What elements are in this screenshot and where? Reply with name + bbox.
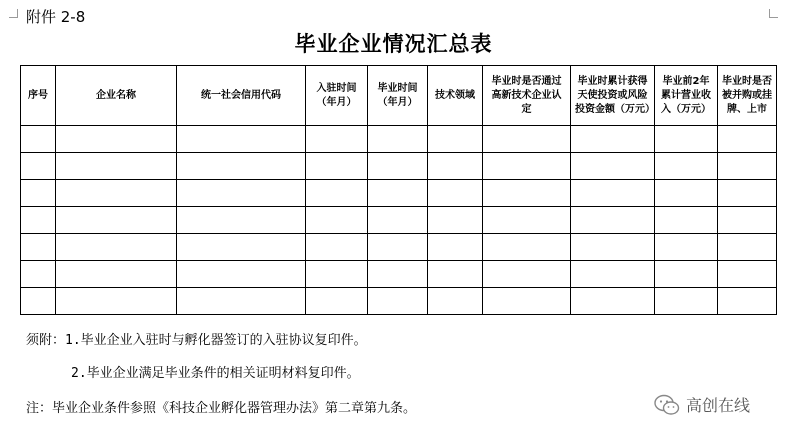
table-cell	[21, 126, 56, 153]
table-header-row	[21, 66, 777, 126]
table-cell	[306, 153, 368, 180]
watermark	[654, 393, 750, 416]
table-cell	[483, 288, 571, 315]
table-cell	[655, 234, 718, 261]
table-row	[21, 234, 777, 261]
table-cell	[483, 207, 571, 234]
table-cell	[177, 207, 306, 234]
table-cell	[21, 261, 56, 288]
table-cell	[655, 207, 718, 234]
table-cell	[56, 126, 177, 153]
note-line-1: 须附：1.毕业企业入驻时与孵化器签订的入驻协议复印件。	[26, 333, 367, 348]
table-cell	[21, 234, 56, 261]
table-cell	[177, 261, 306, 288]
table-cell	[177, 180, 306, 207]
header-graduation-time: 毕业时间（年月）	[368, 66, 428, 126]
table-cell	[368, 126, 428, 153]
table-cell	[655, 288, 718, 315]
table-cell	[177, 234, 306, 261]
table-cell	[21, 180, 56, 207]
table-cell	[571, 126, 655, 153]
header-acquired-listed: 毕业时是否被并购或挂牌、上市	[718, 66, 777, 126]
table-cell	[21, 288, 56, 315]
table-row	[21, 261, 777, 288]
header-company-name: 企业名称	[56, 66, 177, 126]
table-cell	[571, 180, 655, 207]
table-cell	[56, 261, 177, 288]
table-cell	[571, 153, 655, 180]
table-cell	[483, 153, 571, 180]
table-cell	[718, 288, 777, 315]
table-body	[21, 126, 777, 315]
header-credit-code: 统一社会信用代码	[177, 66, 306, 126]
table-cell	[368, 288, 428, 315]
table-cell	[428, 153, 483, 180]
page-corner-mark-right	[769, 9, 778, 18]
table-cell	[571, 261, 655, 288]
table-cell	[571, 234, 655, 261]
table-row	[21, 207, 777, 234]
table-cell	[306, 288, 368, 315]
watermark-text: 高创在线	[686, 396, 751, 415]
table-cell	[306, 207, 368, 234]
table-cell	[21, 153, 56, 180]
table-cell	[718, 126, 777, 153]
header-investment-amount: 毕业时累计获得天使投资或风险投资金额（万元）	[571, 66, 655, 126]
table-cell	[428, 126, 483, 153]
table-cell	[571, 207, 655, 234]
table-cell	[306, 234, 368, 261]
table-cell	[306, 180, 368, 207]
note-line-2: 2.毕业企业满足毕业条件的相关证明材料复印件。	[71, 366, 360, 381]
table-cell	[483, 261, 571, 288]
table-cell	[428, 234, 483, 261]
table-cell	[368, 207, 428, 234]
table-cell	[655, 126, 718, 153]
table-row	[21, 126, 777, 153]
table-row	[21, 153, 777, 180]
table-cell	[428, 207, 483, 234]
table-cell	[368, 180, 428, 207]
table-row	[21, 288, 777, 315]
table-cell	[306, 126, 368, 153]
table-cell	[368, 261, 428, 288]
attachment-label: 附件 2-8	[26, 8, 86, 26]
page-corner-mark-left	[9, 9, 18, 18]
table-cell	[571, 288, 655, 315]
table-cell	[655, 180, 718, 207]
table-cell	[56, 180, 177, 207]
table-cell	[428, 180, 483, 207]
table-row	[21, 180, 777, 207]
table-cell	[718, 153, 777, 180]
header-revenue: 毕业前2年累计营业收入（万元）	[655, 66, 718, 126]
header-entry-time: 入驻时间（年月）	[306, 66, 368, 126]
table-cell	[56, 153, 177, 180]
table-cell	[368, 153, 428, 180]
header-tech-field: 技术领域	[428, 66, 483, 126]
summary-table	[20, 65, 777, 315]
table-cell	[177, 126, 306, 153]
table-cell	[483, 180, 571, 207]
table-cell	[483, 234, 571, 261]
table-cell	[306, 261, 368, 288]
table-cell	[177, 153, 306, 180]
table-cell	[718, 207, 777, 234]
wechat-icon	[654, 394, 680, 416]
page-title: 毕业企业情况汇总表	[294, 31, 493, 56]
header-serial: 序号	[21, 66, 56, 126]
note-line-3: 注：毕业企业条件参照《科技企业孵化器管理办法》第二章第九条。	[26, 401, 417, 416]
table-cell	[368, 234, 428, 261]
table-cell	[655, 261, 718, 288]
table-cell	[56, 234, 177, 261]
table-cell	[428, 288, 483, 315]
header-hightech-certified: 毕业时是否通过高新技术企业认定	[483, 66, 571, 126]
table-cell	[428, 261, 483, 288]
table-cell	[21, 207, 56, 234]
table-cell	[718, 234, 777, 261]
table-cell	[56, 207, 177, 234]
table-cell	[177, 288, 306, 315]
table-cell	[655, 153, 718, 180]
table-cell	[483, 126, 571, 153]
table-cell	[718, 261, 777, 288]
table-cell	[56, 288, 177, 315]
table-cell	[718, 180, 777, 207]
